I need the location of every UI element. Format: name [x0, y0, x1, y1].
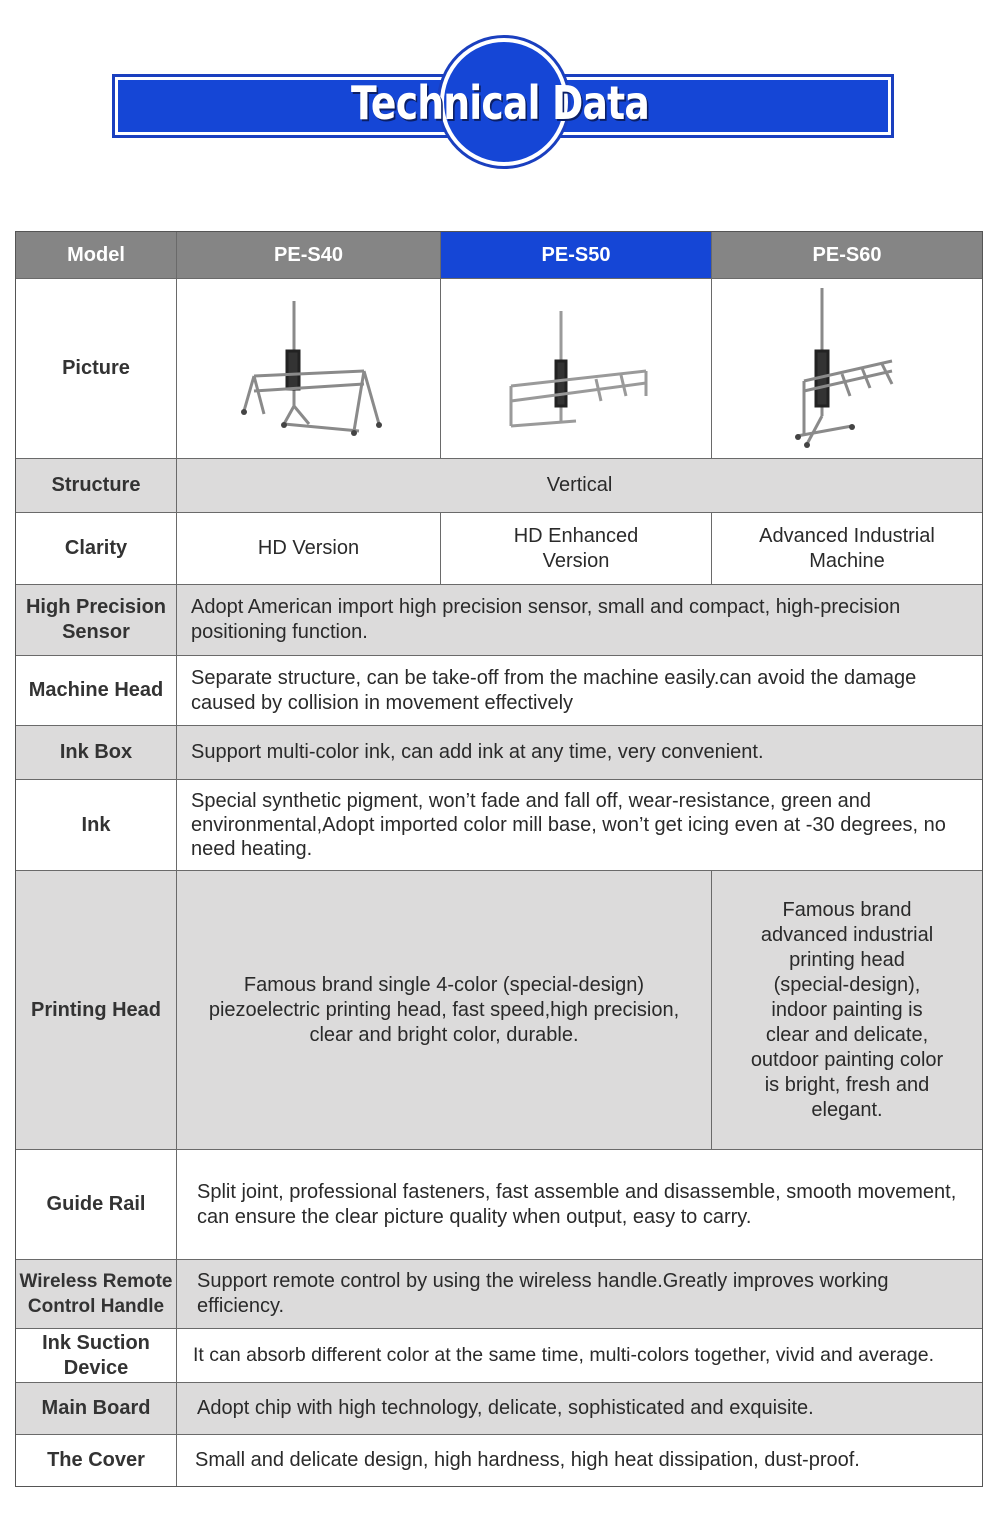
ink-suction-label: Ink Suction Device [16, 1329, 177, 1382]
printing-head-pe-s60: Famous brand advanced industrial printing head (special-design), indoor painting is clear and delicate, outdoor painting color is bright, fresh and elegant. [750, 898, 944, 1121]
technical-data-banner [0, 30, 1000, 180]
clarity-row [16, 513, 982, 585]
main-board-row [16, 1383, 982, 1435]
machine-head-label: Machine Head [16, 656, 177, 725]
ink-suction-value: It can absorb different color at the same time, multi-colors together, vivid and average. [193, 1344, 935, 1366]
ink-box-label: Ink Box [16, 726, 177, 779]
model-header: Model [16, 232, 177, 278]
pe-s60-machine-image [792, 286, 902, 451]
structure-label: Structure [16, 459, 177, 512]
printing-head-label: Printing Head [16, 871, 177, 1149]
cover-label: The Cover [16, 1435, 177, 1486]
picture-row [16, 279, 982, 459]
cover-row [16, 1435, 982, 1486]
banner-title: Technical Data [351, 76, 649, 130]
guide-rail-row [16, 1150, 982, 1260]
cover-value: Small and delicate design, high hardness, high heat dissipation, dust-proof. [195, 1449, 860, 1471]
model-pe-s50-header: PE-S50 [441, 232, 712, 278]
pe-s50-picture [441, 279, 712, 458]
guide-rail-value: Split joint, professional fasteners, fast assemble and disassemble, smooth movement, can ensure the clear picture quality when output, easy to carry. [197, 1180, 957, 1228]
ink-row [16, 780, 982, 871]
ink-label: Ink [16, 780, 177, 870]
ink-value: Special synthetic pigment, won’t fade and fall off, wear-resistance, green and environmental,Adopt imported color mill base, won’t get icing even at -30 degrees, no need heating. [191, 790, 946, 860]
guide-rail-label: Guide Rail [16, 1150, 177, 1259]
structure-row [16, 459, 982, 513]
ink-box-value: Support multi-color ink, can add ink at any time, very convenient. [191, 741, 764, 763]
machine-head-value: Separate structure, can be take-off from the machine easily.can avoid the damage caused by collision in movement effectively [191, 666, 917, 714]
wireless-remote-value: Support remote control by using the wireless handle.Greatly improves working efficiency. [197, 1270, 889, 1317]
ink-box-row [16, 726, 982, 780]
printing-head-row [16, 871, 982, 1150]
pe-s50-machine-image [496, 301, 656, 436]
sensor-label: High Precision Sensor [16, 585, 177, 655]
wireless-remote-label: Wireless Remote Control Handle [16, 1260, 177, 1328]
clarity-pe-s40: HD Version [177, 513, 441, 584]
clarity-pe-s50: HD Enhanced Version [441, 513, 712, 584]
main-board-value: Adopt chip with high technology, delicate, sophisticated and exquisite. [197, 1397, 814, 1419]
machine-head-row [16, 656, 982, 726]
model-pe-s60-header: PE-S60 [712, 232, 982, 278]
clarity-label: Clarity [16, 513, 177, 584]
pe-s60-picture [712, 279, 982, 458]
spec-table [15, 231, 983, 1487]
sensor-row [16, 585, 982, 656]
pe-s40-machine-image [234, 296, 384, 441]
printing-head-pe-s40-s50: Famous brand single 4-color (special-design) piezoelectric printing head, fast speed,high precision, clear and bright color, durable. [177, 871, 712, 1149]
table-header-row [16, 232, 982, 279]
sensor-value: Adopt American import high precision sensor, small and compact, high-precision positioning function. [191, 596, 901, 643]
model-pe-s40-header: PE-S40 [177, 232, 441, 278]
picture-label: Picture [16, 279, 177, 458]
main-board-label: Main Board [16, 1383, 177, 1434]
clarity-pe-s60: Advanced Industrial Machine [759, 524, 935, 572]
pe-s40-picture [177, 279, 441, 458]
wireless-remote-row [16, 1260, 982, 1329]
structure-value: Vertical [546, 474, 613, 496]
ink-suction-row [16, 1329, 982, 1383]
